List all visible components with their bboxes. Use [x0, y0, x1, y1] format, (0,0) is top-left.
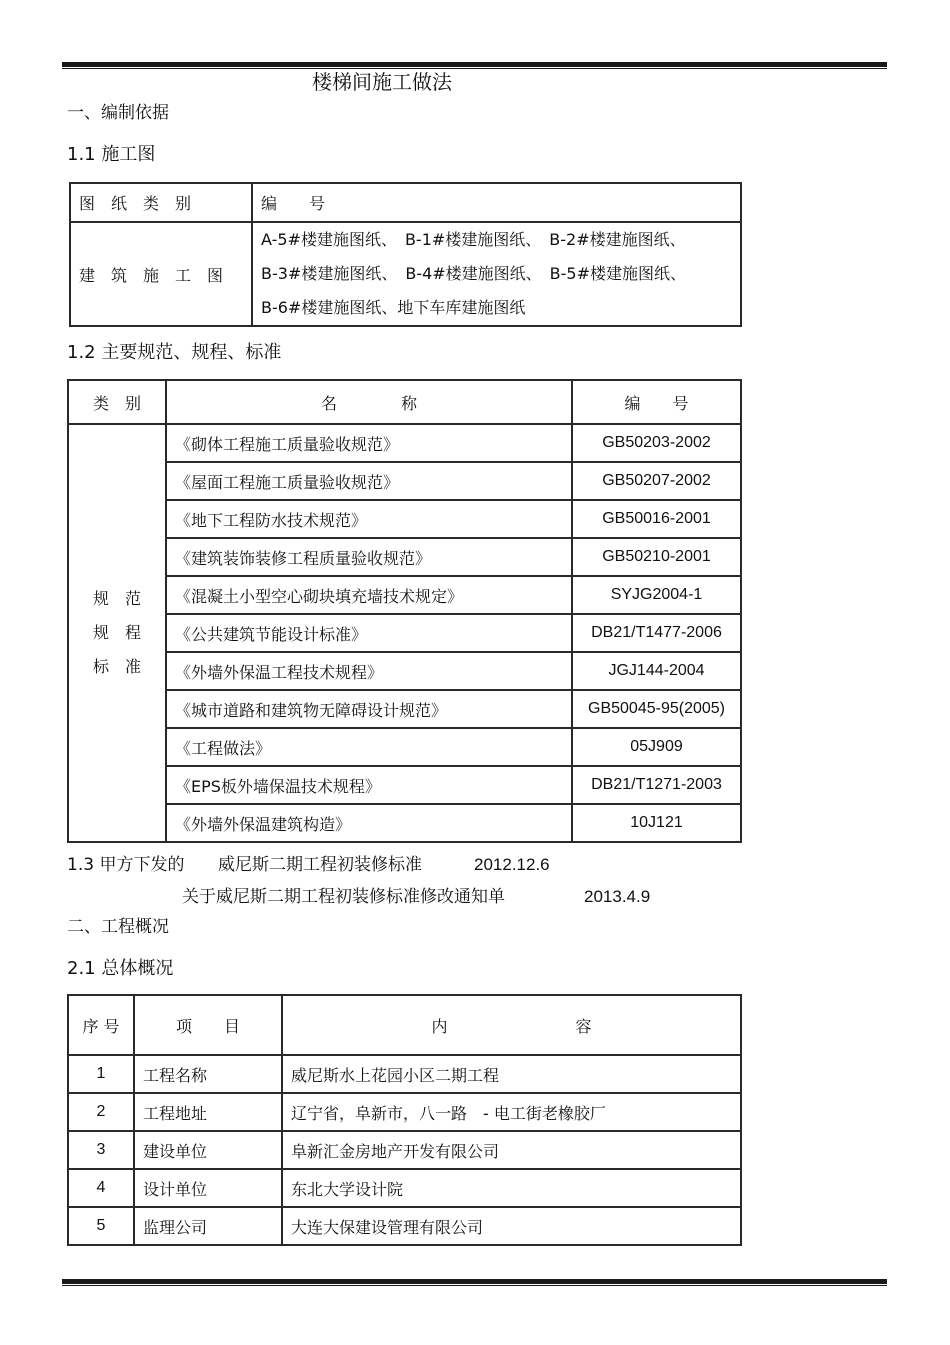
standard-name: 《外墙外保温工程技术规程》 [166, 652, 572, 690]
standard-name: 《砌体工程施工质量验收规范》 [166, 424, 572, 462]
table2-category-cell [68, 424, 166, 842]
standard-name: 《外墙外保温建筑构造》 [166, 804, 572, 842]
category-line: 标 准 [92, 657, 141, 676]
row-content: 阜新汇金房地产开发有限公司 [282, 1131, 741, 1169]
drawings-table [69, 182, 742, 327]
standard-code: GB50045-95(2005) [572, 690, 741, 728]
row-number: 5 [68, 1207, 134, 1245]
section-2-heading: 二、工程概况 [67, 917, 169, 937]
standard-code: 05J909 [572, 728, 741, 766]
table1-row-label: 建 筑 施 工 图 [70, 222, 252, 326]
category-line: 规 范 [92, 589, 141, 608]
top-rule [62, 62, 887, 67]
row-item: 建设单位 [134, 1131, 282, 1169]
table3-header-item: 项 目 [134, 995, 282, 1055]
standard-name: 《城市道路和建筑物无障碍设计规范》 [166, 690, 572, 728]
subsection-1-3-date1: 2012.12.6 [474, 855, 550, 874]
standard-code: GB50207-2002 [572, 462, 741, 500]
row-number: 2 [68, 1093, 134, 1131]
standard-name: 《屋面工程施工质量验收规范》 [166, 462, 572, 500]
row-content: 威尼斯水上花园小区二期工程 [282, 1055, 741, 1093]
subsection-1-2: 1.2 主要规范、规程、标准 [67, 342, 282, 363]
table1-row-content [252, 222, 741, 326]
table1-line: A-5#楼建施图纸、 B-1#楼建施图纸、 B-2#楼建施图纸、 [261, 230, 686, 249]
standard-name: 《工程做法》 [166, 728, 572, 766]
row-content: 东北大学设计院 [282, 1169, 741, 1207]
standard-code: GB50016-2001 [572, 500, 741, 538]
standard-code: JGJ144-2004 [572, 652, 741, 690]
subsection-1-3-item2: 关于威尼斯二期工程初装修标准修改通知单 [182, 887, 505, 907]
subsection-1-3-prefix: 1.3 甲方下发的 [67, 855, 185, 875]
standard-name: 《EPS板外墙保温技术规程》 [166, 766, 572, 804]
table1-header-category: 图 纸 类 别 [70, 183, 252, 222]
row-number: 3 [68, 1131, 134, 1169]
standard-code: DB21/T1477-2006 [572, 614, 741, 652]
row-item: 设计单位 [134, 1169, 282, 1207]
row-number: 4 [68, 1169, 134, 1207]
table2-header-category: 类 别 [68, 380, 166, 424]
bottom-rule [62, 1279, 887, 1284]
page-title: 楼梯间施工做法 [312, 70, 452, 94]
standard-name: 《地下工程防水技术规范》 [166, 500, 572, 538]
table1-line: B-3#楼建施图纸、 B-4#楼建施图纸、 B-5#楼建施图纸、 [261, 264, 687, 283]
standard-code: GB50210-2001 [572, 538, 741, 576]
overview-table [67, 994, 742, 1246]
section-1-heading: 一、编制依据 [67, 103, 169, 123]
standard-code: SYJG2004-1 [572, 576, 741, 614]
standard-code: 10J121 [572, 804, 741, 842]
standard-name: 《建筑装饰装修工程质量验收规范》 [166, 538, 572, 576]
table1-header-number: 编 号 [252, 183, 741, 222]
table2-header-name: 名 称 [166, 380, 572, 424]
table3-header-no: 序 号 [68, 995, 134, 1055]
standards-table [67, 379, 742, 843]
category-line: 规 程 [92, 623, 141, 642]
row-content: 大连大保建设管理有限公司 [282, 1207, 741, 1245]
subsection-1-1: 1.1 施工图 [67, 144, 156, 165]
table2-header-code: 编 号 [572, 380, 741, 424]
row-content: 辽宁省，阜新市，八一路 - 电工街老橡胶厂 [282, 1093, 741, 1131]
standard-name: 《公共建筑节能设计标准》 [166, 614, 572, 652]
standard-name: 《混凝土小型空心砌块填充墙技术规定》 [166, 576, 572, 614]
row-item: 工程地址 [134, 1093, 282, 1131]
table3-header-content: 内 容 [282, 995, 741, 1055]
subsection-1-3-item1: 威尼斯二期工程初装修标准 [218, 855, 422, 875]
table1-line: B-6#楼建施图纸、地下车库建施图纸 [261, 298, 526, 317]
subsection-1-3-date2: 2013.4.9 [584, 887, 651, 906]
row-item: 工程名称 [134, 1055, 282, 1093]
row-item: 监理公司 [134, 1207, 282, 1245]
standard-code: DB21/T1271-2003 [572, 766, 741, 804]
subsection-2-1: 2.1 总体概况 [67, 958, 174, 979]
standard-code: GB50203-2002 [572, 424, 741, 462]
row-number: 1 [68, 1055, 134, 1093]
